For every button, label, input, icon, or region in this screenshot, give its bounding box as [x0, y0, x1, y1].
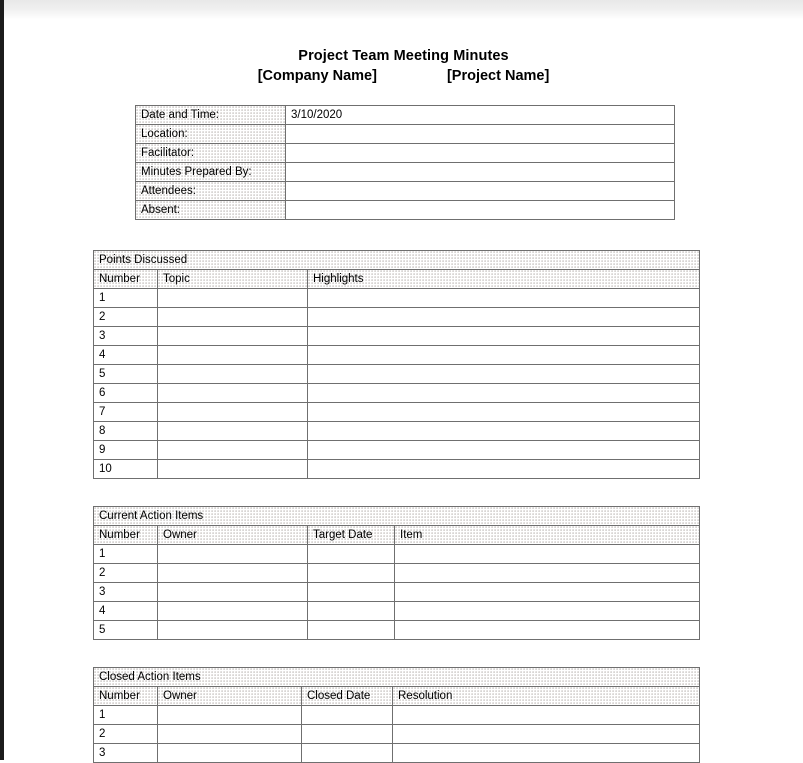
row-number: 3 — [94, 744, 158, 763]
row-number: 2 — [94, 564, 158, 583]
cell-item[interactable] — [395, 545, 700, 564]
cell-owner[interactable] — [158, 602, 308, 621]
row-number: 10 — [94, 460, 158, 479]
cell-highlights[interactable] — [308, 365, 700, 384]
document-page — [4, 19, 803, 760]
meta-value-location[interactable] — [286, 125, 675, 144]
table-row — [94, 365, 700, 384]
cell-highlights[interactable] — [308, 422, 700, 441]
cell-topic[interactable] — [158, 441, 308, 460]
row-number: 9 — [94, 441, 158, 460]
page-title: Project Team Meeting Minutes — [298, 48, 509, 64]
header-row — [94, 270, 700, 289]
row-number: 1 — [94, 706, 158, 725]
table-row — [136, 144, 675, 163]
cell-closed-date[interactable] — [302, 706, 393, 725]
column-header-owner: Owner — [158, 526, 308, 545]
table-row — [94, 564, 700, 583]
cell-topic[interactable] — [158, 384, 308, 403]
company-name-placeholder: [Company Name] — [257, 68, 377, 84]
table-row — [94, 403, 700, 422]
row-number: 5 — [94, 365, 158, 384]
table-row — [94, 308, 700, 327]
cell-owner[interactable] — [158, 621, 308, 640]
column-header-owner: Owner — [158, 687, 302, 706]
column-header-item: Item — [395, 526, 700, 545]
row-number: 4 — [94, 602, 158, 621]
meta-label-attendees: Attendees: — [136, 182, 286, 201]
column-header-resolution: Resolution — [393, 687, 700, 706]
table-row — [94, 621, 700, 640]
cell-topic[interactable] — [158, 460, 308, 479]
meta-value-minutes-prepared-by[interactable] — [286, 163, 675, 182]
cell-target-date[interactable] — [308, 583, 395, 602]
meta-value-date-and-time[interactable]: 3/10/2020 — [286, 106, 675, 125]
section-title-row — [94, 507, 700, 526]
row-number: 3 — [94, 583, 158, 602]
meeting-info-table — [135, 105, 675, 220]
cell-resolution[interactable] — [393, 725, 700, 744]
row-number: 2 — [94, 308, 158, 327]
cell-item[interactable] — [395, 621, 700, 640]
row-number: 7 — [94, 403, 158, 422]
row-number: 1 — [94, 289, 158, 308]
cell-resolution[interactable] — [393, 706, 700, 725]
section-title-current-action-items: Current Action Items — [94, 507, 700, 526]
table-row — [94, 441, 700, 460]
meta-label-facilitator: Facilitator: — [136, 144, 286, 163]
table-row — [94, 583, 700, 602]
table-row — [94, 384, 700, 403]
meta-value-facilitator[interactable] — [286, 144, 675, 163]
table-row — [94, 327, 700, 346]
cell-highlights[interactable] — [308, 403, 700, 422]
heading-placeholders — [4, 67, 803, 86]
header-row — [94, 526, 700, 545]
table-row — [94, 289, 700, 308]
cell-highlights[interactable] — [308, 384, 700, 403]
cell-owner[interactable] — [158, 725, 302, 744]
table-row — [136, 163, 675, 182]
row-number: 1 — [94, 545, 158, 564]
cell-topic[interactable] — [158, 422, 308, 441]
row-number: 2 — [94, 725, 158, 744]
table-row — [94, 422, 700, 441]
cell-topic[interactable] — [158, 289, 308, 308]
table-row — [94, 725, 700, 744]
cell-topic[interactable] — [158, 308, 308, 327]
column-header-target-date: Target Date — [308, 526, 395, 545]
cell-highlights[interactable] — [308, 441, 700, 460]
row-number: 6 — [94, 384, 158, 403]
column-header-topic: Topic — [158, 270, 308, 289]
section-title-row — [94, 251, 700, 270]
meta-value-absent[interactable] — [286, 201, 675, 220]
row-number: 5 — [94, 621, 158, 640]
cell-highlights[interactable] — [308, 308, 700, 327]
meta-label-minutes-prepared-by: Minutes Prepared By: — [136, 163, 286, 182]
column-header-highlights: Highlights — [308, 270, 700, 289]
cell-item[interactable] — [395, 583, 700, 602]
cell-item[interactable] — [395, 564, 700, 583]
row-number: 8 — [94, 422, 158, 441]
cell-owner[interactable] — [158, 706, 302, 725]
table-row — [136, 125, 675, 144]
cell-topic[interactable] — [158, 403, 308, 422]
cell-owner[interactable] — [158, 583, 308, 602]
column-header-closed-date: Closed Date — [302, 687, 393, 706]
points-discussed-table — [93, 250, 700, 479]
cell-highlights[interactable] — [308, 460, 700, 479]
meta-label-absent: Absent: — [136, 201, 286, 220]
cell-topic[interactable] — [158, 327, 308, 346]
cell-owner[interactable] — [158, 545, 308, 564]
cell-owner[interactable] — [158, 564, 308, 583]
section-title-points-discussed: Points Discussed — [94, 251, 700, 270]
cell-topic[interactable] — [158, 346, 308, 365]
cell-highlights[interactable] — [308, 346, 700, 365]
table-row — [94, 346, 700, 365]
meta-value-attendees[interactable] — [286, 182, 675, 201]
table-row — [136, 106, 675, 125]
table-row — [136, 182, 675, 201]
column-header-number: Number — [94, 687, 158, 706]
table-row — [94, 706, 700, 725]
table-row — [136, 201, 675, 220]
cell-highlights[interactable] — [308, 327, 700, 346]
cell-target-date[interactable] — [308, 602, 395, 621]
cell-highlights[interactable] — [308, 289, 700, 308]
cell-target-date[interactable] — [308, 564, 395, 583]
cell-closed-date[interactable] — [302, 725, 393, 744]
document-heading — [4, 47, 803, 86]
cell-item[interactable] — [395, 602, 700, 621]
column-header-number: Number — [94, 526, 158, 545]
row-number: 3 — [94, 327, 158, 346]
closed-action-items-table — [93, 667, 700, 763]
current-action-items-table — [93, 506, 700, 640]
cell-topic[interactable] — [158, 365, 308, 384]
table-row — [94, 602, 700, 621]
cell-target-date[interactable] — [308, 545, 395, 564]
section-title-row — [94, 668, 700, 687]
cell-target-date[interactable] — [308, 621, 395, 640]
meta-label-date-and-time: Date and Time: — [136, 106, 286, 125]
page-left-edge-rail — [0, 0, 4, 760]
project-name-placeholder: [Project Name] — [446, 68, 550, 84]
table-row — [94, 545, 700, 564]
header-row — [94, 687, 700, 706]
column-header-number: Number — [94, 270, 158, 289]
page-top-band — [4, 0, 803, 19]
table-row — [94, 460, 700, 479]
section-title-closed-action-items: Closed Action Items — [94, 668, 700, 687]
meta-label-location: Location: — [136, 125, 286, 144]
row-number: 4 — [94, 346, 158, 365]
